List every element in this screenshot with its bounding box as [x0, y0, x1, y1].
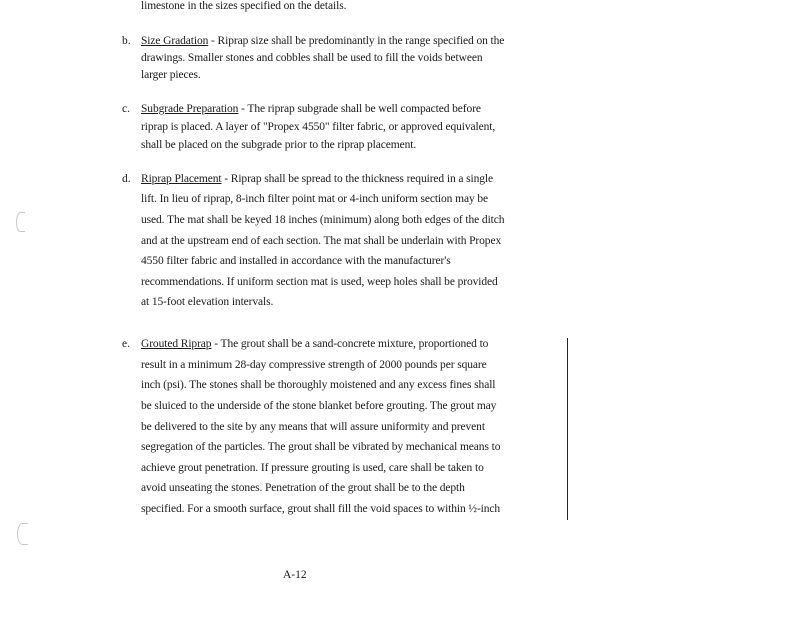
item-e-line-5: be delivered to the site by any means that will assure uniformity and prevent	[141, 421, 485, 433]
scan-hole-mark-lower	[17, 523, 28, 545]
item-e-line-7: achieve grout penetration. If pressure grouting is used, care shall be taken to	[141, 462, 484, 474]
item-e-line-9: specified. For a smooth surface, grout shall fill the void spaces to within ½-inch	[141, 503, 501, 515]
item-e-line-3: inch (psi). The stones shall be thoroughly moistened and any excess fines shall	[141, 379, 496, 391]
item-d-line-4: and at the upstream end of each section. The mat shall be underlain with Propex	[141, 235, 502, 247]
item-e-heading: Grouted Riprap	[141, 338, 212, 350]
item-b-text: - Riprap size shall be predominantly in the range specified on the	[208, 35, 505, 47]
revision-change-bar	[567, 338, 568, 520]
item-d-line-7: at 15-foot elevation intervals.	[141, 296, 274, 308]
item-b-line-1	[141, 34, 504, 48]
page-number: A-12	[283, 569, 307, 581]
item-c-line-3: shall be placed on the subgrade prior to the riprap placement.	[141, 139, 417, 151]
item-d-text: - Riprap shall be spread to the thickness required in a single	[221, 173, 494, 185]
item-e-line-2: result in a minimum 28-day compressive strength of 2000 pounds per square	[141, 359, 487, 371]
item-d-line-6: recommendations. If uniform section mat is used, weep holes shall be provided	[141, 276, 498, 288]
item-d-line-1	[141, 172, 493, 186]
item-d-line-2: lift. In lieu of riprap, 8-inch filter point mat or 4-inch uniform section may be	[141, 193, 489, 205]
top-fragment-line: limestone in the sizes specified on the details.	[141, 0, 347, 12]
item-d-letter: d.	[122, 173, 131, 185]
item-b-line-3: larger pieces.	[141, 69, 201, 81]
item-e-line-4: be sluiced to the underside of the stone blanket before grouting. The grout may	[141, 400, 497, 412]
item-c-heading: Subgrade Preparation	[141, 103, 239, 115]
item-d-line-5: 4550 filter fabric and installed in accordance with the manufacturer's	[141, 255, 451, 267]
item-e-line-1	[141, 337, 488, 351]
item-c-line-1	[141, 102, 481, 116]
item-b-letter: b.	[122, 35, 131, 47]
item-e-letter: e.	[122, 338, 130, 350]
item-d-heading: Riprap Placement	[141, 173, 222, 185]
item-e-line-8: avoid unseating the stones. Penetration of the grout shall be to the depth	[141, 482, 465, 494]
item-c-letter: c.	[122, 103, 130, 115]
item-c-text: - The riprap subgrade shall be well compacted before	[238, 103, 481, 115]
item-e-text: - The grout shall be a sand-concrete mixture, proportioned to	[211, 338, 489, 350]
item-e-line-6: segregation of the particles. The grout shall be vibrated by mechanical means to	[141, 441, 501, 453]
item-c-line-2: riprap is placed. A layer of "Propex 4550" filter fabric, or approved equivalent,	[141, 121, 496, 133]
item-b-line-2: drawings. Smaller stones and cobbles shall be used to fill the voids between	[141, 52, 483, 64]
scan-hole-mark-upper	[16, 212, 25, 232]
item-d-line-3: used. The mat shall be keyed 18 inches (minimum) along both edges of the ditch	[141, 214, 505, 226]
item-b-heading: Size Gradation	[141, 35, 209, 47]
